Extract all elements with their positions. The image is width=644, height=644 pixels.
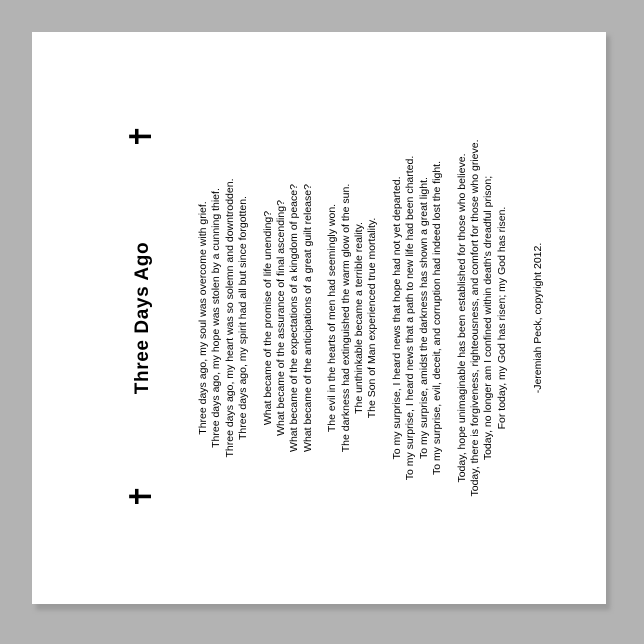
poster-rotation-inner <box>32 32 606 604</box>
poem-line: Today, hope unimaginable has been established for those who believe. <box>455 153 468 483</box>
poem-line: What became of the expectations of a kingdom of peace? <box>288 184 301 452</box>
poem-line: To my surprise, amidst the darkness has shown a great light. <box>417 177 430 459</box>
poem-line: Three days ago, my hope was stolen by a cunning thief. <box>210 188 223 448</box>
poem-line: What became of the anticipations of a great guilt release? <box>301 184 314 452</box>
poem-line: The unthinkable became a terrible reality. <box>353 222 366 414</box>
poem-line: The darkness had extinguished the warm glow of the sun. <box>339 183 352 453</box>
poem-line: The Son of Man experienced true mortality. <box>366 217 379 419</box>
page-title: Three Days Ago <box>132 241 153 395</box>
author-credit: -Jeremiah Peck, copyright 2012. <box>532 242 544 394</box>
poem-body <box>197 32 520 604</box>
poem-line: To my surprise, I heard news that hope had not yet departed. <box>390 176 403 460</box>
poem-line: For today, my God has risen; my God has risen. <box>495 206 508 430</box>
poem-line: Today, there is forgiveness, righteousness, and comfort for those who grieve. <box>468 139 481 497</box>
poem-line: Three days ago, my heart was so solemn and downtrodden. <box>223 178 236 458</box>
poster-sheet <box>32 32 606 604</box>
poem-stanza <box>197 32 251 604</box>
poem-line: What became of the promise of life unending? <box>261 210 274 426</box>
poster-rotation-wrapper <box>32 32 606 604</box>
poem-stanza <box>262 32 316 604</box>
cross-icon-right: ✝ <box>125 123 158 149</box>
poem-line: To my surprise, I heard news that a path to new life had been charted. <box>404 155 417 481</box>
poem-line: What became of the assurance of final ascending? <box>275 200 288 436</box>
poem-stanza <box>391 32 445 604</box>
poem-line: Three days ago, my soul was overcome with grief. <box>197 201 209 435</box>
poem-line: Today, no longer am I confined within death's dreadful prison; <box>482 175 495 461</box>
cross-icon-left: ✝ <box>125 483 158 509</box>
poem-sheet <box>32 32 606 604</box>
poem-line: Three days ago, my spirit had all but since forgotten. <box>237 196 250 440</box>
poem-line: To my surprise, evil, deceit, and corruption had indeed lost the fight. <box>431 161 444 476</box>
poem-stanza <box>326 32 380 604</box>
poem-line: The evil in the hearts of men had seemingly won. <box>326 203 339 433</box>
poem-stanza <box>456 32 510 604</box>
